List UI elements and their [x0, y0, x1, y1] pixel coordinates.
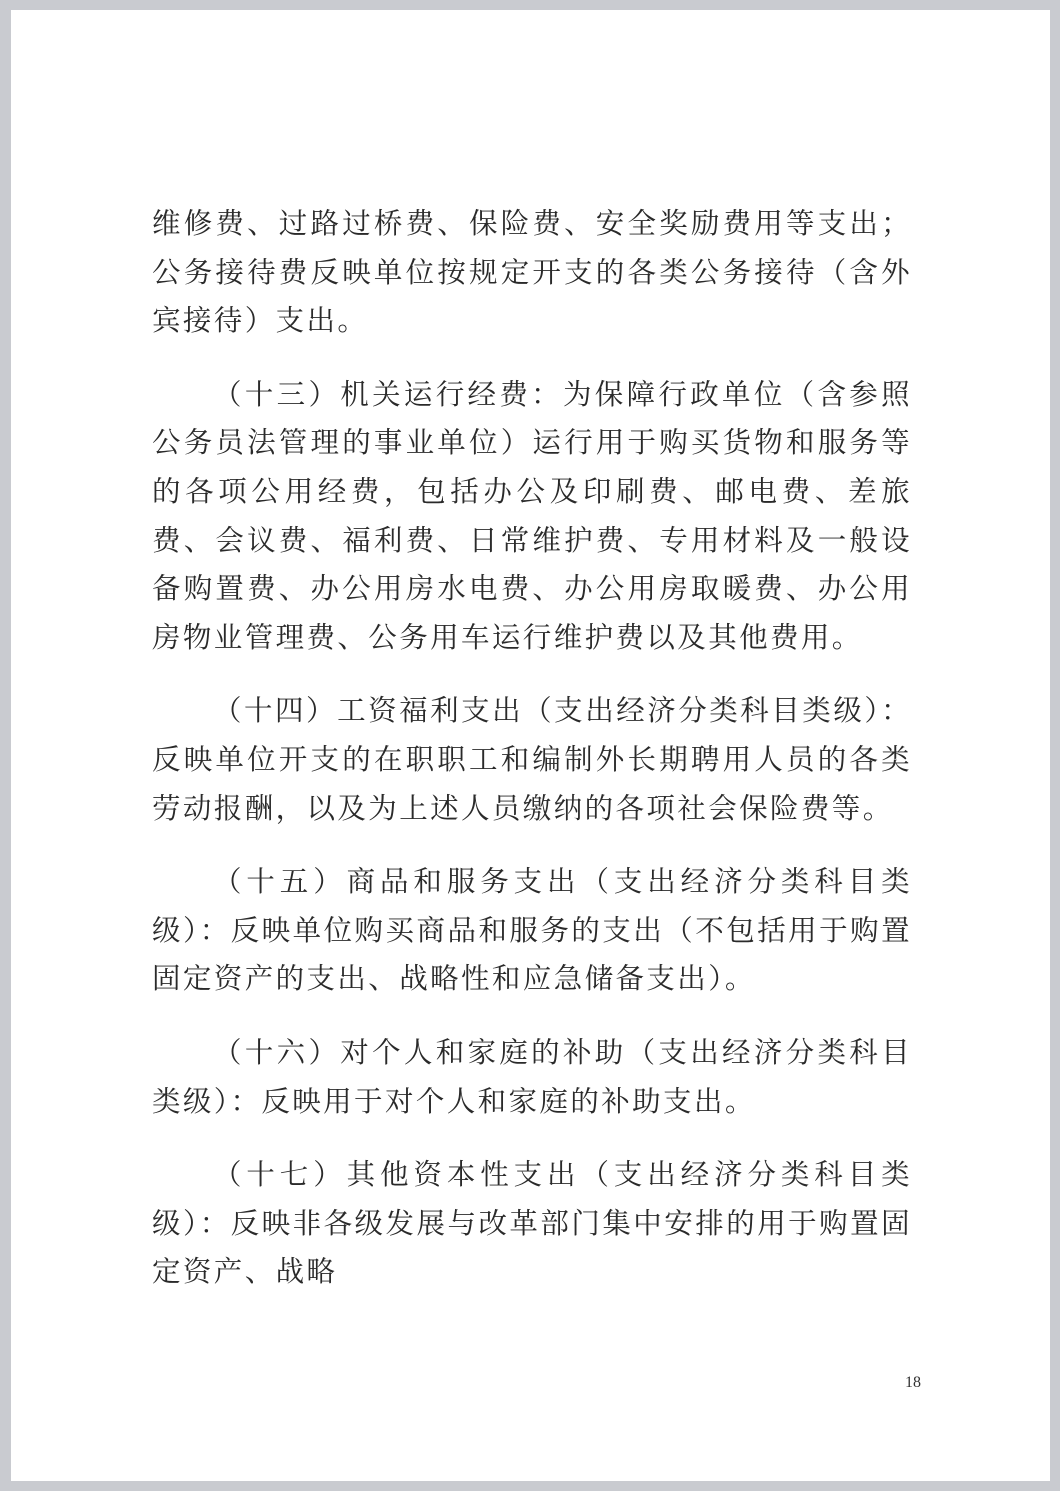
paragraph-14-salary-welfare: （十四）工资福利支出（支出经济分类科目类级）：反映单位开支的在职职工和编制外长期聘用人员的各类劳动报酬，以及为上述人员缴纳的各项社会保险费等。	[152, 694, 912, 825]
paragraph-13-office-operating-funds: （十三）机关运行经费：为保障行政单位（含参照公务员法管理的事业单位）运行用于购买货物和服务等的各项公用经费，包括办公及印刷费、邮电费、差旅费、会议费、福利费、日常维护费、专用材料及一般设备购置费、办公用房水电费、办公用房取暖费、办公用房物业管理费、公务用车运行维护费以及其他费用。	[152, 377, 912, 654]
page-number: 18	[905, 1374, 921, 1391]
paragraph-continued: 维修费、过路过桥费、保险费、安全奖励费用等支出；公务接待费反映单位按规定开支的各类公务接待（含外宾接待）支出。	[152, 207, 912, 338]
paragraph-15-goods-services: （十五）商品和服务支出（支出经济分类科目类级）：反映单位购买商品和服务的支出（不包括用于购置固定资产的支出、战略性和应急储备支出）。	[152, 865, 912, 996]
document-page	[11, 10, 1050, 1481]
paragraph-16-household-subsidies: （十六）对个人和家庭的补助（支出经济分类科目类级）：反映用于对个人和家庭的补助支出。	[152, 1035, 912, 1118]
paragraph-17-other-capital: （十七）其他资本性支出（支出经济分类科目类级）：反映非各级发展与改革部门集中安排的用于购置固定资产、战略	[152, 1158, 912, 1289]
page-content	[152, 200, 912, 1322]
